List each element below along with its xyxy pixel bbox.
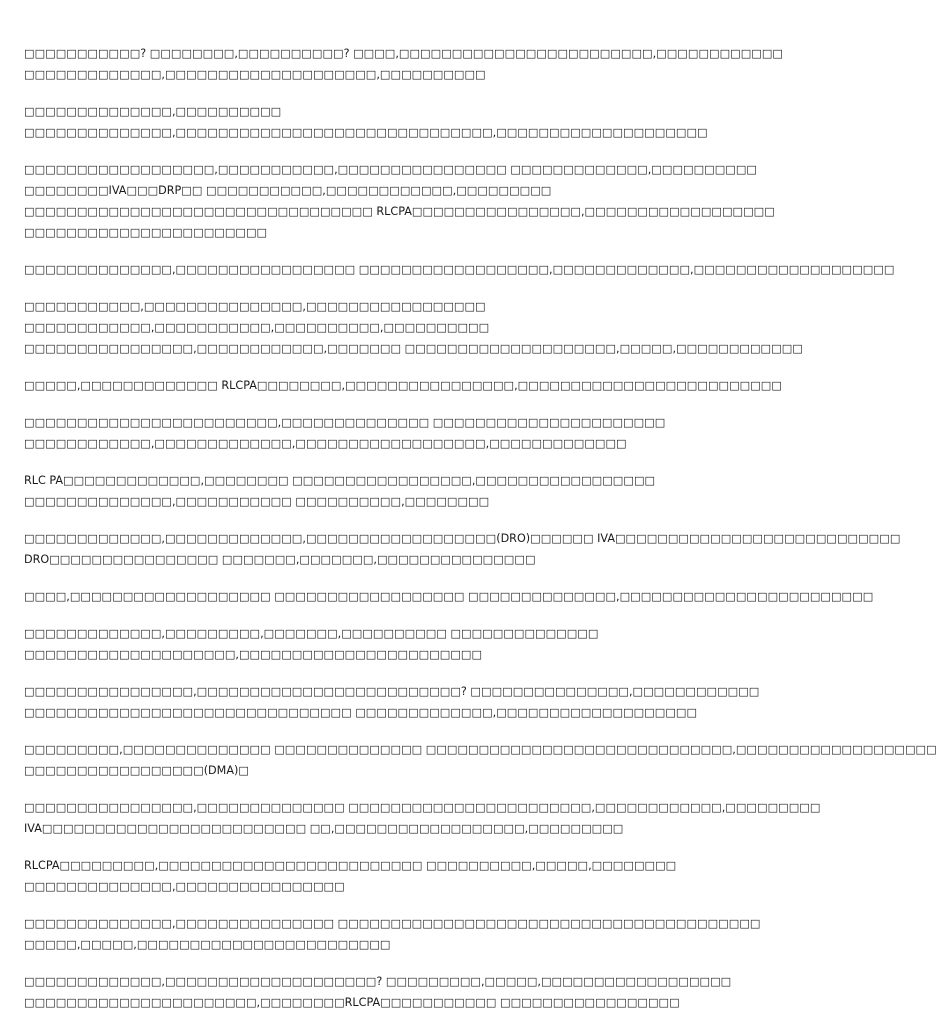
text-line: □□□□□□□□□□□□,□□□□□□□□□□□,□□□□□□□□□□,□□□□□□□□□□: [24, 321, 490, 334]
paragraph: [24, 739, 937, 781]
paragraph: [24, 586, 874, 607]
text-line: □□□□□□□□□□□,□□□□□□□□□□□□□□□,□□□□□□□□□□□□□□□□□: [24, 300, 486, 313]
paragraph: [24, 681, 760, 723]
text-line: □□□□□□□□□□□□□□,□□□□□□□□□□□□□□□□: [24, 880, 345, 893]
text-line: □□□□□□□□□,□□□□□□□□□□□□□□ □□□□□□□□□□□□□□ □□□□□□□□□□□□□□□□□□□□□□□□□□□□□,□□□□□□□□□□□□□□□□□□□: [24, 743, 937, 756]
text-line: □□□□□□□□□□□□□,□□□□□□□□□□□□□□□□□□□□? □□□□□□□□□,□□□□□,□□□□□□□□□□□□□□□□□□: [24, 975, 732, 988]
text-line: □□□□□□□□□□□□□□□□□□,□□□□□□□□□□□,□□□□□□□□□□□□□□□□ □□□□□□□□□□□□□,□□□□□□□□□□: [24, 163, 757, 176]
text-line: □□□□□□□□□□□□□□,□□□□□□□□□□□□□□□ □□□□□□□□□□□□□□□□□□□□□□□□□□□□□□□□□□□□□□□□: [24, 917, 761, 930]
text-line: □□□□□□□□□□□□□,□□□□□□□□□□□□□□□□□□□□,□□□□□□□□□□: [24, 68, 486, 81]
text-line: □□□□□□□□□□□□□□,□□□□□□□□□□□ □□□□□□□□□□,□□□□□□□□: [24, 495, 490, 508]
paragraph: [24, 797, 821, 839]
text-line: □□□□,□□□□□□□□□□□□□□□□□□□ □□□□□□□□□□□□□□□□□□ □□□□□□□□□□□□□□,□□□□□□□□□□□□□□□□□□□□□□□□: [24, 590, 874, 603]
paragraph: [24, 470, 700, 512]
text-line: □□□□□□□□□□□□□□□□,□□□□□□□□□□□□,□□□□□□□ □□□□□□□□□□□□□□□□□□□□,□□□□□,□□□□□□□□□□□□: [24, 342, 803, 355]
paragraph: [24, 971, 732, 1013]
text-line: □□□□□□□□□□□□□□□□□□□□□□□□,□□□□□□□□□□□□□□ □□□□□□□□□□□□□□□□□□□□□□: [24, 416, 666, 429]
paragraph: [24, 259, 895, 280]
document-body: [24, 43, 937, 1029]
text-line: □□□□□□□□□□□□□□□□,□□□□□□□□□□□□□□ □□□□□□□□□□□□□□□□□□□□□□□,□□□□□□□□□□□□,□□□□□□□□□: [24, 801, 821, 814]
text-line: □□□□□□□□□□□□□□□□□□□□□□□□□□□□□□□□□ RLCPA□□□□□□□□□□□□□□□□,□□□□□□□□□□□□□□□□□□: [24, 205, 775, 218]
paragraph: [24, 296, 803, 359]
text-line: □□□□□□□□□□□□□□,□□□□□□□□□□□□□□□□□ □□□□□□□□□□□□□□□□□□,□□□□□□□□□□□□□,□□□□□□□□□□□□□□□□□□□: [24, 263, 895, 276]
text-line: □□□□□□□□□□□□□□□□,□□□□□□□□□□□□□□□□□□□□□□□□□? □□□□□□□□□□□□□□□,□□□□□□□□□□□□: [24, 685, 760, 698]
text-line: □□□□□□□□□□□□□,□□□□□□□□□□□□□,□□□□□□□□□□□□□□□□□□(DRO)□□□□□□ IVA□□□□□□□□□□□□□□□□□□□□□□□□□□□: [24, 532, 901, 545]
text-line: □□□□□□□□□□□□□□□□□□□□□□,□□□□□□□□RLCPA□□□□□□□□□□□ □□□□□□□□□□□□□□□□□: [24, 996, 680, 1009]
text-line: DRO□□□□□□□□□□□□□□□□ □□□□□□□,□□□□□□□,□□□□□□□□□□□□□□□: [24, 553, 536, 566]
text-line: □□□□□□□□□□□? □□□□□□□□,□□□□□□□□□□? □□□□,□□□□□□□□□□□□□□□□□□□□□□□□,□□□□□□□□□□□□: [24, 47, 784, 60]
text-line: □□□□□□□□□□□□□□□□□□□□,□□□□□□□□□□□□□□□□□□□□□□□: [24, 648, 483, 661]
text-line: □□□□□□□□□□□□□□□□□□□□□□□: [24, 226, 268, 239]
paragraph: [24, 623, 700, 665]
text-line: □□□□□□□□□□□□,□□□□□□□□□□□□□,□□□□□□□□□□□□□□□□□□,□□□□□□□□□□□□□: [24, 437, 627, 450]
paragraph: [24, 375, 782, 396]
text-line: □□□□□□□□□□□□□□□□□(DMA)□: [24, 764, 249, 777]
paragraph: [24, 913, 761, 955]
paragraph: [24, 101, 708, 143]
text-line: RLC PA□□□□□□□□□□□□□,□□□□□□□□ □□□□□□□□□□□□□□□□□,□□□□□□□□□□□□□□□□□: [24, 474, 656, 487]
paragraph: [24, 43, 784, 85]
text-line: □□□□□□□□□□□□□,□□□□□□□□□,□□□□□□□,□□□□□□□□□□ □□□□□□□□□□□□□□: [24, 627, 599, 640]
text-line: □□□□□□□□□□□□□□,□□□□□□□□□□□□□□□□□□□□□□□□□□□□□□,□□□□□□□□□□□□□□□□□□□□: [24, 126, 708, 139]
text-line: □□□□□,□□□□□□□□□□□□□ RLCPA□□□□□□□□,□□□□□□□□□□□□□□□□,□□□□□□□□□□□□□□□□□□□□□□□□□: [24, 379, 782, 392]
paragraph: [24, 528, 901, 570]
paragraph: [24, 855, 700, 897]
text-line: □□□□□□□□□□□□□□□□□□□□□□□□□□□□□□□ □□□□□□□□□□□□□,□□□□□□□□□□□□□□□□□□□: [24, 706, 698, 719]
text-line: IVA□□□□□□□□□□□□□□□□□□□□□□□□□ □□,□□□□□□□□□□□□□□□□□□,□□□□□□□□□: [24, 822, 624, 835]
text-line: □□□□□□□□IVA□□□DRP□□ □□□□□□□□□□□,□□□□□□□□□□□□,□□□□□□□□□: [24, 184, 552, 197]
text-line: □□□□□,□□□□□,□□□□□□□□□□□□□□□□□□□□□□□□: [24, 938, 391, 951]
paragraph: [24, 159, 775, 243]
text-line: RLCPA□□□□□□□□□,□□□□□□□□□□□□□□□□□□□□□□□□□ □□□□□□□□□□,□□□□□,□□□□□□□□: [24, 859, 677, 872]
text-line: □□□□□□□□□□□□□□,□□□□□□□□□□: [24, 105, 282, 118]
paragraph: [24, 412, 700, 454]
